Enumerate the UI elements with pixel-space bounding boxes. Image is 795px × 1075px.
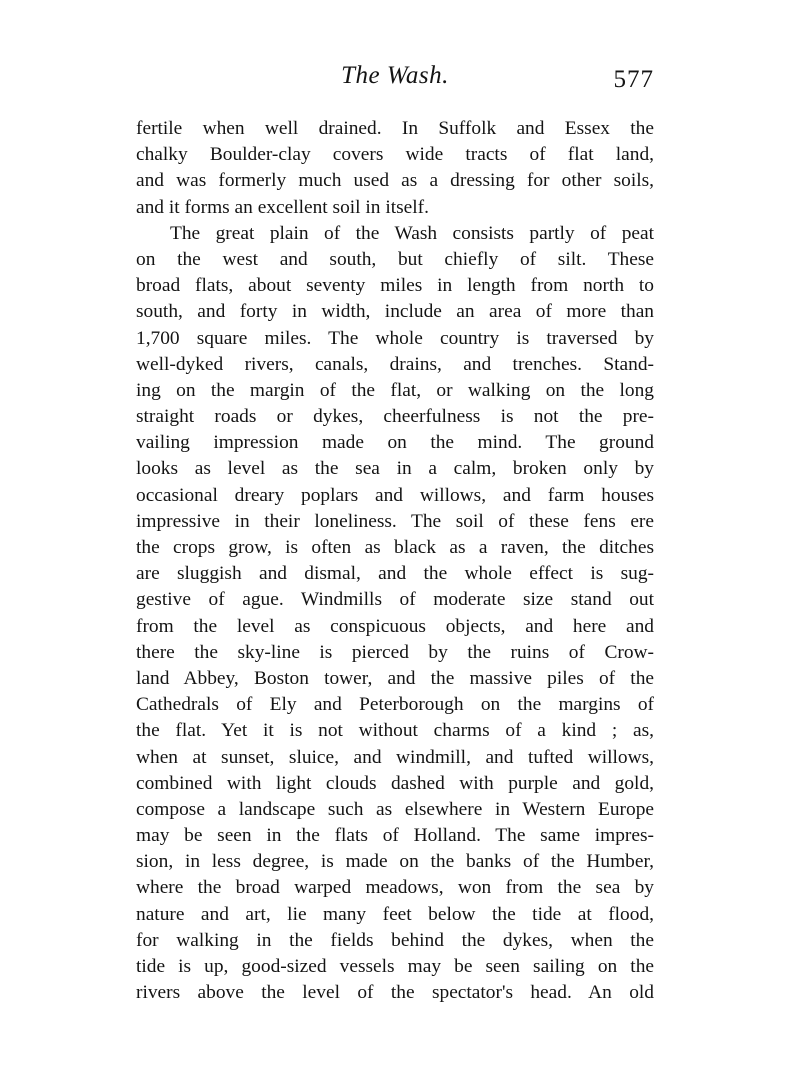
text-line: broad flats, about seventy miles in length from north to (136, 275, 654, 297)
text-line: where the broad warped meadows, won from the sea by (136, 877, 654, 899)
text-line: when at sunset, sluice, and windmill, and tufted willows, (136, 746, 654, 768)
text-line: and was formerly much used as a dressing for other soils, (136, 170, 654, 192)
page-number: 577 (613, 66, 654, 93)
running-title: The Wash. (341, 62, 449, 89)
text-line: from the level as conspicuous objects, and here and (136, 615, 654, 637)
text-line: impressive in their loneliness. The soil of these fens ere (136, 510, 654, 532)
text-line: compose a landscape such as elsewhere in Western Europe (136, 798, 654, 820)
text-line: The great plain of the Wash consists partly of peat (170, 222, 654, 244)
text-line: on the west and south, but chiefly of silt. These (136, 248, 654, 270)
text-line: well-dyked rivers, canals, drains, and trenches. Stand- (136, 353, 654, 375)
text-line: nature and art, lie many feet below the tide at flood, (136, 903, 654, 925)
text-line: land Abbey, Boston tower, and the massive piles of the (136, 667, 654, 689)
text-line: rivers above the level of the spectator's head. An old (136, 982, 654, 1004)
text-line: combined with light clouds dashed with purple and gold, (136, 772, 654, 794)
text-line: looks as level as the sea in a calm, broken only by (136, 458, 654, 480)
text-line: ing on the margin of the flat, or walking on the long (136, 379, 654, 401)
page-header (136, 58, 654, 102)
text-line: south, and forty in width, include an area of more than (136, 301, 654, 323)
text-line: occasional dreary poplars and willows, and farm houses (136, 484, 654, 506)
text-line: straight roads or dykes, cheerfulness is not the pre- (136, 406, 654, 428)
text-line: 1,700 square miles. The whole country is traversed by (136, 327, 654, 349)
body-text (136, 116, 654, 1006)
text-line: there the sky-line is pierced by the ruins of Crow- (136, 641, 654, 663)
text-line: the crops grow, is often as black as a raven, the ditches (136, 537, 654, 558)
text-line: gestive of ague. Windmills of moderate size stand out (136, 589, 654, 611)
text-line: are sluggish and dismal, and the whole effect is sug- (136, 563, 654, 585)
text-line: tide is up, good-sized vessels may be seen sailing on the (136, 956, 654, 977)
text-line: vailing impression made on the mind. The ground (136, 432, 654, 454)
text-line: sion, in less degree, is made on the banks of the Humber, (136, 851, 654, 873)
text-line: and it forms an excellent soil in itself. (136, 196, 429, 218)
text-line: for walking in the fields behind the dykes, when the (136, 929, 654, 951)
text-line: may be seen in the flats of Holland. The same impres- (136, 825, 654, 847)
text-line: the flat. Yet it is not without charms of a kind ; as, (136, 720, 654, 742)
text-line: Cathedrals of Ely and Peterborough on the margins of (136, 694, 654, 716)
text-line: fertile when well drained. In Suffolk and Essex the (136, 118, 654, 139)
text-line: chalky Boulder-clay covers wide tracts of flat land, (136, 144, 654, 166)
